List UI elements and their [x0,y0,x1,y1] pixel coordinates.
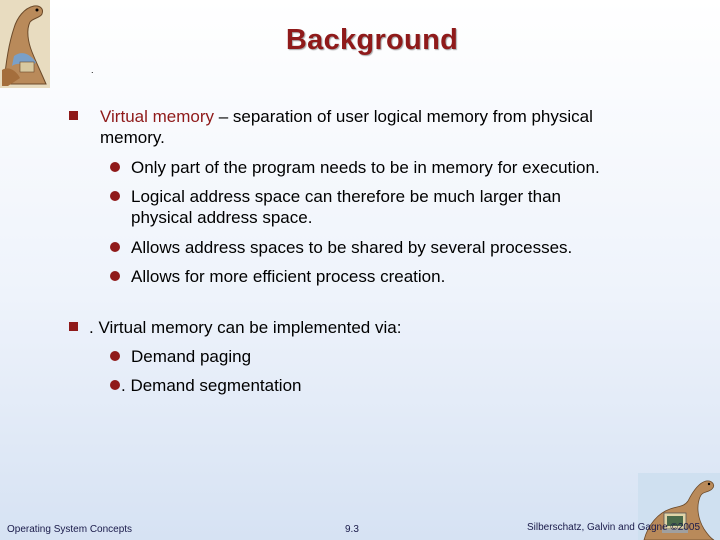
sub-bullet-1-2-line-1: Logical address space can therefore be much larger than [131,187,561,206]
square-bullet-icon [69,111,78,120]
bullet-1-text: – separation of user logical memory from physical [214,107,593,126]
footer-page-number: 9.3 [345,524,359,535]
square-bullet-icon [69,322,78,331]
sub-bullet-1-4: Allows for more efficient process creation. [131,267,446,286]
round-bullet-icon [110,351,120,361]
bullet-1-highlight: Virtual memory [100,107,214,126]
bullet-1-line-2: memory. [100,128,165,147]
round-bullet-icon [110,242,120,252]
bullet-1-line-1 [100,106,593,127]
round-bullet-icon [110,162,120,172]
footer-course-title: Operating System Concepts [7,524,133,535]
sub-bullet-2-2: . Demand segmentation [121,376,302,395]
stray-mark: . [91,65,94,75]
footer-copyright: Silberschatz, Galvin and Gagne ©2005 [527,522,701,533]
slide-title: Background [285,24,459,56]
round-bullet-icon [110,380,120,390]
sub-bullet-1-2-line-2: physical address space. [131,208,313,227]
sub-bullet-1-3: Allows address spaces to be shared by several processes. [131,238,573,257]
sub-bullet-1-1: Only part of the program needs to be in memory for execution. [131,158,600,177]
bullet-2-line-1: . Virtual memory can be implemented via: [89,318,402,337]
round-bullet-icon [110,271,120,281]
round-bullet-icon [110,191,120,201]
sub-bullet-2-1: Demand paging [131,347,252,366]
